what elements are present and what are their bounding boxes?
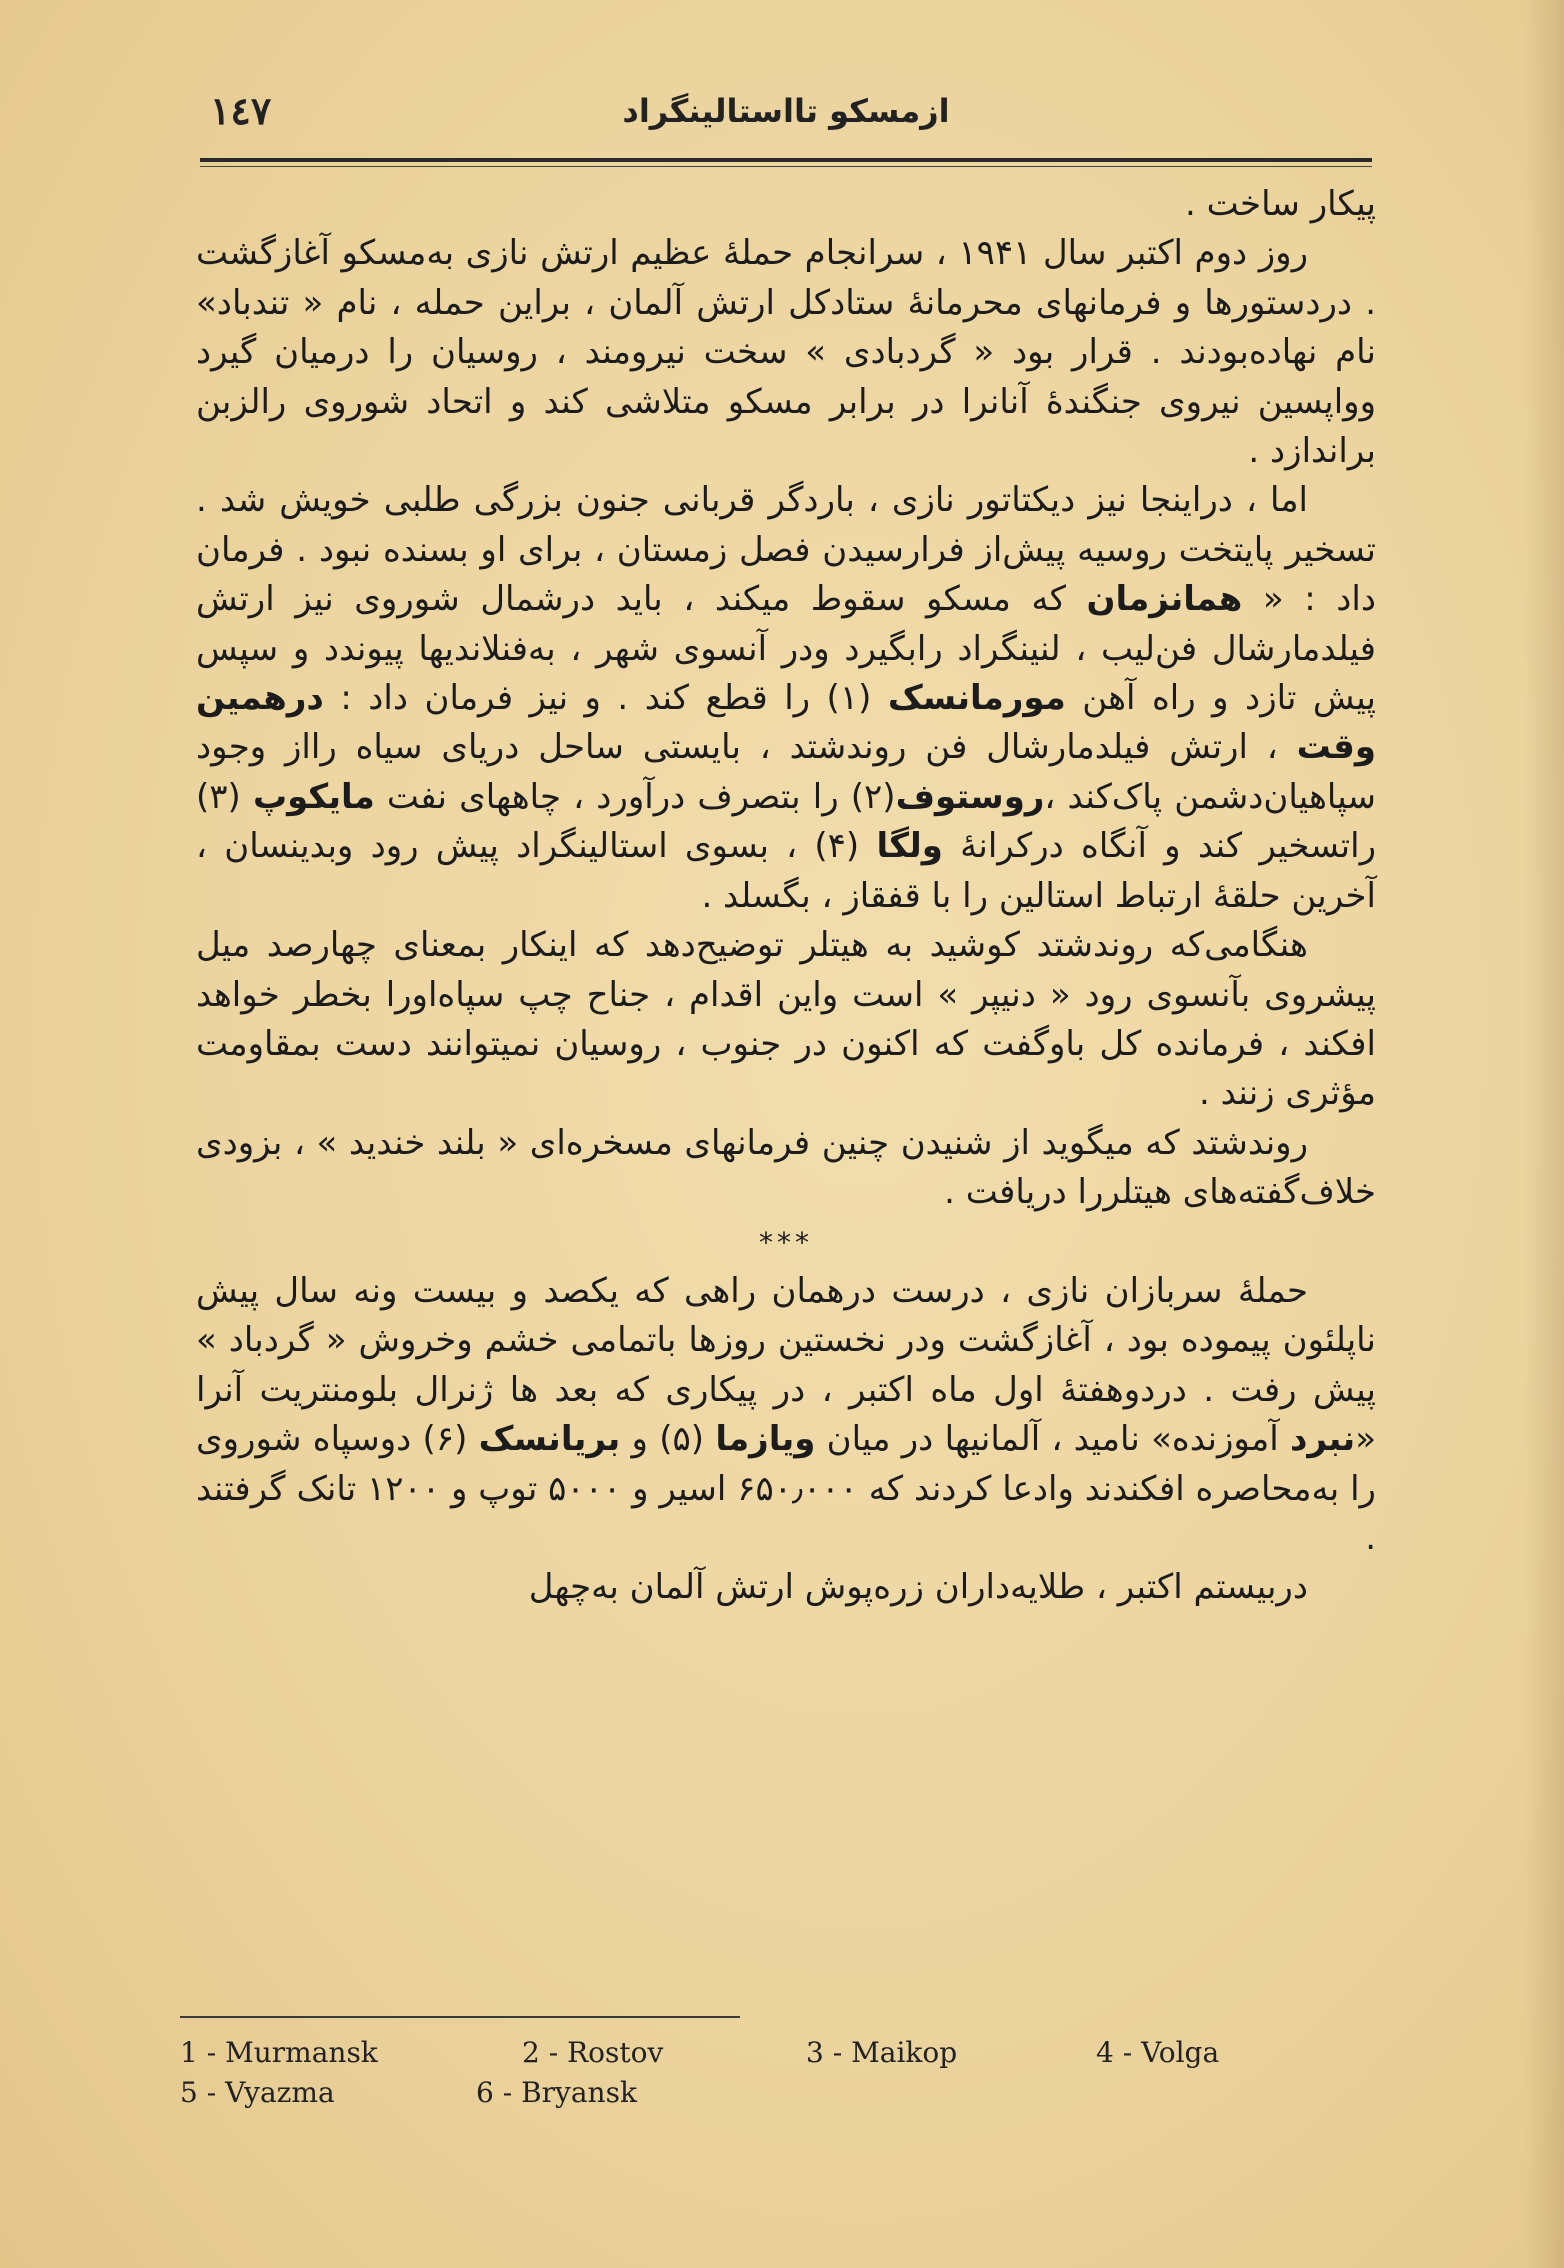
bold-term: مورمانسک xyxy=(887,678,1066,719)
text-line: آنگاه درکرانهٔ ولگا (۴) ، بسوی استالینگراد پیش رود وبدینسان ، xyxy=(196,826,1147,867)
paragraph xyxy=(196,1119,1376,1218)
paragraph xyxy=(196,1267,1376,1563)
paragraph xyxy=(196,180,1376,229)
text-line: ۵۰۰۰ توپ و ۱۲۰۰ تانک گرفتند . xyxy=(196,1468,1376,1558)
text-line: روزها باتمامی خشم وخروش « گردباد » پیش رفت . دردوهفتهٔ xyxy=(196,1320,1376,1410)
section-separator: *** xyxy=(759,1225,813,1259)
bold-term: درهمین وقت xyxy=(196,678,1376,768)
paragraph xyxy=(196,1563,1376,1612)
bold-term: روستوف xyxy=(895,776,1045,817)
text-line: « بلند خندید » ، بزودی خلاف‌گفته‌های هیتلررا دریافت . xyxy=(196,1122,1376,1213)
text-line: فن‌لیب ، لنینگراد رابگیرد ودر آنسوی شهر ، به‌فنلاندیها پیوندد و xyxy=(292,628,1198,669)
text-line: شوروی را به‌محاصره افکندند وادعا کردند که ۶۵۰٫۰۰۰ اسیر و xyxy=(196,1419,1376,1509)
text-line: نیروی جنگندهٔ آنانرا در برابر مسکو متلاشی کند و اتحاد شوروی xyxy=(303,381,1241,422)
bold-term: بریانسک xyxy=(478,1419,621,1460)
bold-term: مایکوپ xyxy=(252,776,375,817)
text-line: دربیستم اکتبر ، طلایه‌داران زره‌پوش ارتش آلمان به‌چهل xyxy=(528,1567,1308,1608)
text-line: روز دوم اکتبر سال ۱۹۴۱ ، سرانجام حملهٔ عظیم ارتش xyxy=(540,233,1308,274)
footnote-rule xyxy=(180,2016,740,2018)
header-rule-thin xyxy=(200,166,1372,167)
text-line: مؤثری زنند . xyxy=(1198,1073,1376,1114)
text-line: اقدام ، جناح چپ سپاه‌اورا بخطر خواهد افکند ، فرمانده کل xyxy=(196,974,1376,1064)
text-line: اول ماه اکتبر ، در پیکاری که بعد ها ژنرال بلومنتریت آنرا «نبرد xyxy=(196,1369,1376,1460)
text-line: ساحل دریای سیاه رااز وجود سپاهیان‌دشمن پاک‌کند ،روستوف(۲) xyxy=(196,727,1376,817)
header-rule xyxy=(200,158,1372,162)
footnote: 4 - Volga xyxy=(1096,2036,1220,2069)
paragraph xyxy=(196,921,1376,1119)
bold-term: ویازما xyxy=(715,1419,816,1460)
text-line: روندشتد که میگوید از شنیدن چنین فرمانهای مسخره‌ای xyxy=(529,1122,1308,1163)
text-line: پیکار ساخت . xyxy=(1185,184,1376,224)
text-line: آموزنده» نامید ، آلمانیها در میان ویازما (۵) و بریانسک (۶) دوسپاه xyxy=(312,1419,1279,1460)
footnote: 1 - Murmansk xyxy=(180,2036,378,2069)
footnote: 5 - Vyazma xyxy=(180,2076,335,2109)
page-header xyxy=(200,88,1372,148)
page-number: ١٤٧ xyxy=(210,88,272,133)
footnote: 3 - Maikop xyxy=(806,2036,958,2069)
paragraph xyxy=(196,229,1376,476)
running-title: ازمسکو تااستالینگراد xyxy=(622,92,950,130)
text-line: آخرین حلقهٔ ارتباط استالین را با قفقاز ، بگسلد . xyxy=(701,875,1376,916)
text-line: فصل زمستان ، برای او بسنده نبود . فرمان داد : « همانزمان که xyxy=(196,529,1376,620)
text-line: حملهٔ سربازان نازی ، درست درهمان راهی که یکصد و xyxy=(511,1270,1309,1311)
paragraph xyxy=(196,476,1376,921)
text-line: « گردبادی » سخت نیرومند ، روسیان را درمیان گیرد وواپسین xyxy=(196,332,1377,422)
body-text xyxy=(196,180,1376,1613)
text-line: را بتصرف درآورد ، چاههای نفت مایکوپ (۳) راتسخیر کند و xyxy=(196,776,1376,867)
text-line: سپس پیش تازد و راه آهن مورمانسک (۱) را قطع کند . و نیز فرمان xyxy=(196,628,1376,719)
bold-term: ولگا xyxy=(876,826,943,867)
text-line: نازی به‌مسکو آغازگشت . دردستورها و فرمانهای محرمانهٔ ستادکل xyxy=(196,233,1376,323)
text-line: بزرگی طلبی خویش شد . تسخیر پایتخت روسیه پیش‌از فرارسیدن xyxy=(196,480,1377,570)
text-line: بمعنای چهارصد میل پیشروی بآنسوی رود « دنیپر » است واین xyxy=(196,925,1376,1015)
text-line: مسکو سقوط میکند ، باید درشمال شوروی نیز ارتش فیلدمارشال xyxy=(196,579,1376,669)
footnote: 6 - Bryansk xyxy=(476,2076,637,2109)
text-line: ارتش آلمان ، براین حمله ، نام « تندباد» نام نهاده‌بودند . قرار بود xyxy=(196,282,1376,373)
text-line: هنگامی‌که روندشتد کوشید به هیتلر توضیح‌دهد که اینکار xyxy=(502,925,1308,966)
bold-term: همانزمان xyxy=(1086,579,1243,620)
text-line: بیست ونه سال پیش ناپلئون پیموده بود ، آغازگشت ودر نخستین xyxy=(196,1270,1377,1361)
text-line: رالزبن براندازد . xyxy=(196,381,1376,472)
bold-term: نبرد xyxy=(1289,1419,1356,1460)
text-line: اما ، دراینجا نیز دیکتاتور نازی ، باردگر قربانی جنون xyxy=(575,480,1308,521)
footnote: 2 - Rostov xyxy=(522,2036,664,2069)
text-line: باوگفت که اکنون در جنوب ، روسیان نمیتوانند دست بمقاومت xyxy=(196,1023,1086,1064)
text-line: داد : درهمین وقت ، ارتش فیلدمارشال فن روندشتد ، بایستی xyxy=(196,678,1376,768)
